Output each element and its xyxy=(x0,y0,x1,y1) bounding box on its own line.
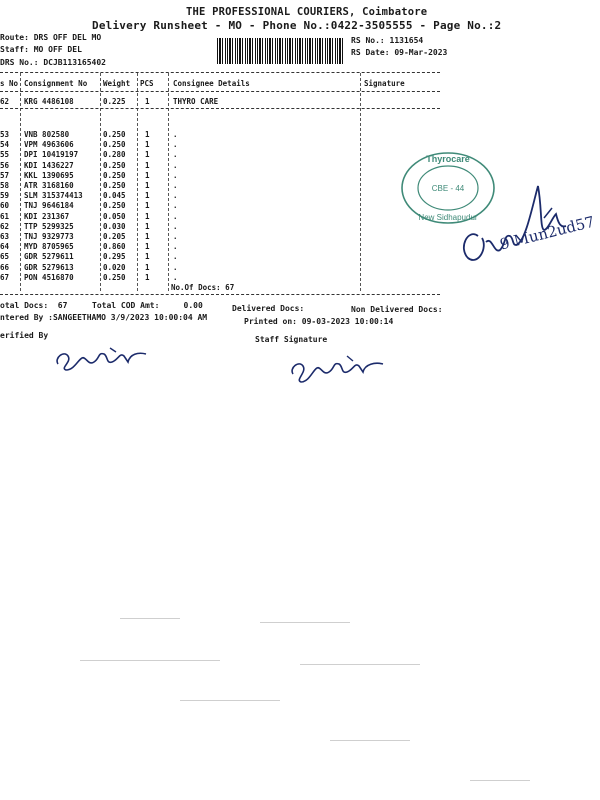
row-details: . xyxy=(173,201,178,211)
stamp-text-top: Thyrocare xyxy=(426,154,470,164)
row-details: . xyxy=(173,181,178,190)
row-consignment: SLM 315374413 xyxy=(24,191,83,201)
row-consignment: ATR 3168160 xyxy=(24,181,74,190)
row-sno: 55 xyxy=(0,150,10,160)
col-weight: Weight xyxy=(103,79,131,88)
staff-signature-drawing xyxy=(285,348,395,393)
row-weight: 0.050 xyxy=(103,211,126,221)
row-weight: 0.250 xyxy=(103,170,126,180)
col-divider xyxy=(137,73,138,291)
row-sno: 65 xyxy=(0,252,10,262)
staff-signature: Staff Signature xyxy=(255,335,328,344)
row-details: . xyxy=(173,232,178,241)
col-pcs: PCS xyxy=(140,79,154,88)
scan-noise xyxy=(300,664,420,665)
row-sno: 53 xyxy=(0,130,10,139)
verifier-signature-drawing xyxy=(50,340,160,380)
row-consignment: KDI 231367 xyxy=(24,211,70,221)
row-details: . xyxy=(173,191,178,201)
staff-label: Staff: MO OFF DEL xyxy=(0,45,82,54)
row-details: . xyxy=(173,242,178,252)
row-sno: 62 xyxy=(0,221,10,231)
col-divider xyxy=(360,73,361,291)
col-signature: Signature xyxy=(364,79,405,88)
row-sno: 54 xyxy=(0,140,10,150)
entered-by: ntered By :SANGEETHAMO 3/9/2023 10:00:04 AM xyxy=(0,313,208,322)
row-weight: 0.250 xyxy=(103,201,126,211)
row-pcs: 1 xyxy=(145,242,150,252)
row-pcs: 1 xyxy=(145,201,150,211)
row-details: . xyxy=(173,170,178,180)
drs-number: DRS No.: DCJB113165402 xyxy=(0,58,106,67)
row-rule xyxy=(0,108,440,109)
row-consignment: KDI 1436227 xyxy=(24,160,74,170)
row-details: . xyxy=(173,150,178,160)
col-divider xyxy=(168,73,169,291)
row-weight: 0.250 xyxy=(103,130,126,139)
row-consignment: TNJ 9329773 xyxy=(24,232,74,241)
row-details: . xyxy=(173,140,178,150)
scan-noise xyxy=(120,618,180,619)
total-docs: otal Docs: 67 xyxy=(0,301,68,310)
row-pcs: 1 xyxy=(145,232,150,241)
rs-date: RS Date: 09-Mar-2023 xyxy=(351,48,448,57)
row-consignment: PON 4516870 xyxy=(24,272,74,282)
row-sno: 64 xyxy=(0,242,10,252)
total-cod: Total COD Amt: 0.00 xyxy=(92,301,203,310)
row-weight: 0.020 xyxy=(103,262,126,272)
company-name: THE PROFESSIONAL COURIERS, Coimbatore xyxy=(186,6,428,18)
row-pcs: 1 xyxy=(145,170,150,180)
row-sno: 62 xyxy=(0,97,10,106)
scan-noise xyxy=(180,700,280,701)
company-stamp xyxy=(398,148,498,228)
col-sno: s No xyxy=(0,79,19,88)
scan-noise xyxy=(470,780,530,781)
row-weight: 0.280 xyxy=(103,150,126,160)
stamp-text-mid: CBE - 44 xyxy=(431,184,465,193)
delivered-docs: Delivered Docs: xyxy=(232,304,305,313)
scan-noise xyxy=(330,740,410,741)
row-consignment: VNB 802580 xyxy=(24,130,70,139)
row-pcs: 1 xyxy=(145,221,150,231)
row-pcs: 1 xyxy=(145,150,150,160)
row-details: . xyxy=(173,211,178,221)
col-consignee: Consignee Details xyxy=(173,79,250,88)
row-consignment: KRG 4486108 xyxy=(24,97,74,106)
row-details: THYRO CARE xyxy=(173,97,219,106)
rs-number: RS No.: 1131654 xyxy=(351,36,424,45)
row-weight: 0.250 xyxy=(103,272,126,282)
row-pcs: 1 xyxy=(145,130,150,139)
no-of-docs: No.Of Docs: 67 xyxy=(171,283,235,292)
row-sno: 58 xyxy=(0,181,10,190)
route-label: Route: DRS OFF DEL MO xyxy=(0,33,102,42)
row-pcs: 1 xyxy=(145,160,150,170)
row-consignment: KKL 1390695 xyxy=(24,170,74,180)
row-pcs: 1 xyxy=(145,262,150,272)
row-pcs: 1 xyxy=(145,252,150,262)
row-sno: 67 xyxy=(0,272,10,282)
printed-on: Printed on: 09-03-2023 10:00:14 xyxy=(244,317,394,326)
col-divider xyxy=(100,73,101,291)
row-sno: 57 xyxy=(0,170,10,180)
table-header-rule xyxy=(0,91,440,92)
scan-noise xyxy=(260,622,350,623)
row-sno: 66 xyxy=(0,262,10,272)
row-details: . xyxy=(173,272,178,282)
row-consignment: TTP 5299325 xyxy=(24,221,74,231)
row-sno: 63 xyxy=(0,232,10,241)
row-consignment: GDR 5279613 xyxy=(24,262,74,272)
row-weight: 0.250 xyxy=(103,181,126,190)
row-consignment: DPI 10419197 xyxy=(24,150,79,160)
col-consignment: Consignment No xyxy=(24,79,88,88)
row-details: . xyxy=(173,130,178,139)
row-sno: 60 xyxy=(0,201,10,211)
row-pcs: 1 xyxy=(145,140,150,150)
runsheet-title: Delivery Runsheet - MO - Phone No.:0422-3505555 - Page No.:2 xyxy=(92,19,502,32)
scan-noise xyxy=(80,660,220,661)
row-sno: 56 xyxy=(0,160,10,170)
row-weight: 0.860 xyxy=(103,242,126,252)
row-pcs: 1 xyxy=(145,272,150,282)
row-consignment: GDR 5279611 xyxy=(24,252,74,262)
row-consignment: MYD 8705965 xyxy=(24,242,74,252)
row-weight: 0.250 xyxy=(103,160,126,170)
row-consignment: VPM 4963606 xyxy=(24,140,74,150)
stamp-text-bottom: New Sidhapudur xyxy=(418,213,478,222)
row-weight: 0.205 xyxy=(103,232,126,241)
row-sno: 61 xyxy=(0,211,10,221)
table-bottom-rule xyxy=(0,294,440,295)
row-details: . xyxy=(173,221,178,231)
row-details: . xyxy=(173,160,178,170)
row-pcs: 1 xyxy=(145,97,150,106)
row-pcs: 1 xyxy=(145,181,150,190)
row-sno: 59 xyxy=(0,191,10,201)
row-weight: 0.295 xyxy=(103,252,126,262)
row-details: . xyxy=(173,262,178,272)
row-weight: 0.225 xyxy=(103,97,126,106)
row-weight: 0.045 xyxy=(103,191,126,201)
col-divider xyxy=(20,73,21,291)
row-pcs: 1 xyxy=(145,191,150,201)
verified-by: erified By xyxy=(0,331,49,340)
row-consignment: TNJ 9646184 xyxy=(24,201,74,211)
row-weight: 0.030 xyxy=(103,221,126,231)
barcode-image xyxy=(217,38,345,64)
table-top-rule xyxy=(0,72,440,73)
row-details: . xyxy=(173,252,178,262)
receiver-handwritten-note: 9 Mun2ud57 xyxy=(498,212,597,254)
non-delivered-docs: Non Delivered Docs: xyxy=(351,305,443,314)
row-pcs: 1 xyxy=(145,211,150,221)
row-weight: 0.250 xyxy=(103,140,126,150)
